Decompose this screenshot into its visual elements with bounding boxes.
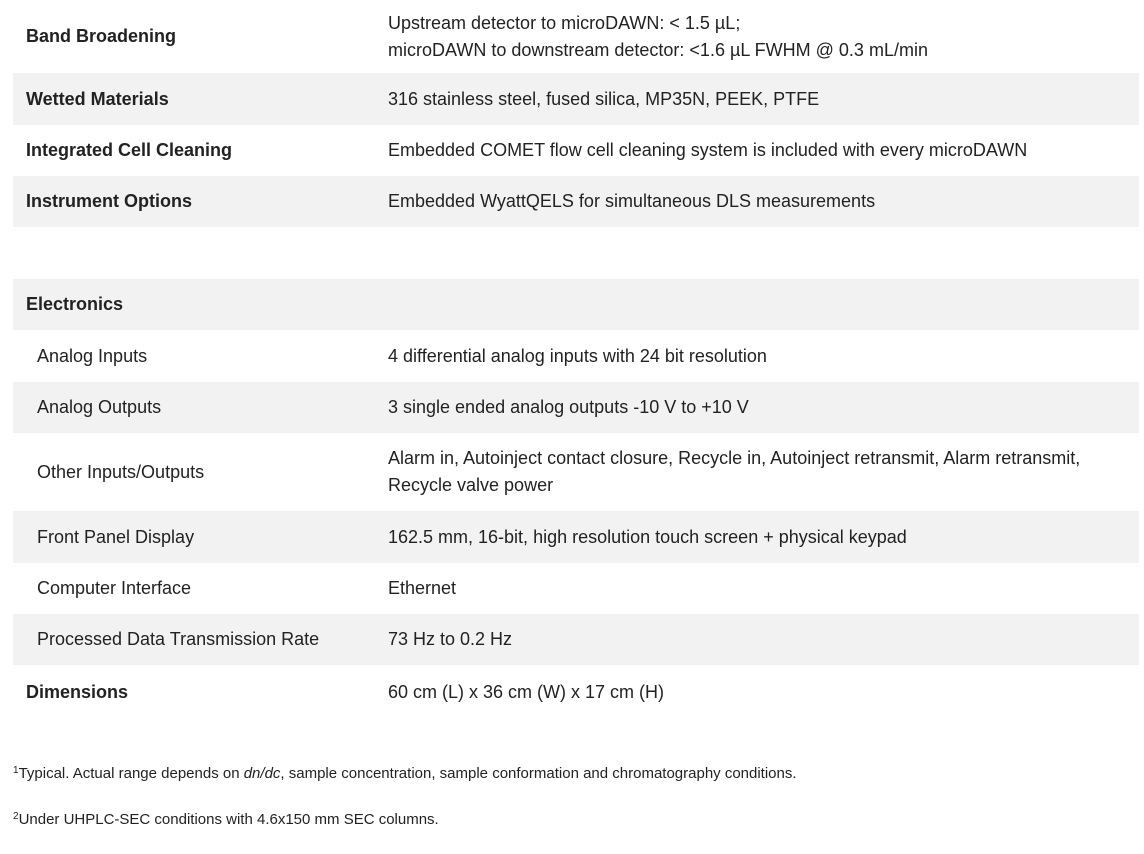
spec-value: Embedded COMET flow cell cleaning system is included with every microDAWN bbox=[388, 140, 1028, 160]
spec-row-wetted-materials bbox=[13, 73, 1139, 125]
spec-label: Wetted Materials bbox=[26, 88, 169, 109]
spec-row-front-panel-display bbox=[13, 511, 1139, 563]
spec-row-computer-interface bbox=[13, 563, 1139, 614]
spec-value: 3 single ended analog outputs -10 V to +10 V bbox=[388, 397, 749, 417]
footnote-text: , sample concentration, sample conformation and chromatography conditions. bbox=[280, 765, 797, 782]
footnote-mark: 2 bbox=[13, 811, 19, 822]
footnote-2 bbox=[13, 808, 1133, 832]
spec-value-line: Upstream detector to microDAWN: < 1.5 µL; bbox=[388, 12, 741, 33]
spec-value bbox=[388, 445, 1139, 499]
spec-value: Ethernet bbox=[388, 578, 457, 598]
spec-row-analog-outputs bbox=[13, 382, 1139, 433]
footnote-emphasis: dn/dc bbox=[243, 765, 281, 782]
spec-value: 4 differential analog inputs with 24 bit resolution bbox=[388, 345, 767, 366]
footnote-mark: 1 bbox=[13, 765, 19, 776]
spec-label: Analog Inputs bbox=[37, 345, 148, 366]
footnote-text: Typical. Actual range depends on bbox=[18, 765, 244, 782]
spec-value: 73 Hz to 0.2 Hz bbox=[388, 629, 513, 649]
spec-row-analog-inputs bbox=[13, 330, 1139, 382]
spec-value: 162.5 mm, 16-bit, high resolution touch screen + physical keypad bbox=[388, 526, 907, 547]
section-heading: Electronics bbox=[26, 294, 124, 314]
specifications-table bbox=[13, 0, 1139, 719]
spec-value-line: Alarm in, Autoinject contact closure, Recycle in, Autoinject retransmit, Alarm retransmit, bbox=[388, 448, 1081, 468]
spec-row-spacer bbox=[13, 227, 1139, 279]
spec-label: Front Panel Display bbox=[37, 526, 195, 547]
spec-value-line: microDAWN to downstream detector: <1.6 µL FWHM @ 0.3 mL/min bbox=[388, 39, 928, 60]
spec-value: Embedded WyattQELS for simultaneous DLS measurements bbox=[388, 191, 876, 211]
spec-label: Computer Interface bbox=[37, 578, 192, 598]
spec-row-band-broadening bbox=[13, 0, 1139, 73]
spec-row-dimensions bbox=[13, 665, 1139, 719]
spec-value-line: Recycle valve power bbox=[388, 475, 554, 495]
footnote-1 bbox=[13, 762, 1133, 786]
footnotes bbox=[13, 762, 1133, 854]
spec-label: Processed Data Transmission Rate bbox=[37, 629, 320, 649]
spec-label: Analog Outputs bbox=[37, 397, 162, 417]
spec-label: Integrated Cell Cleaning bbox=[26, 140, 233, 160]
spec-row-electronics-header bbox=[13, 279, 1139, 330]
spec-row-other-inputs-outputs bbox=[13, 433, 1139, 511]
spec-value bbox=[388, 10, 1139, 64]
spec-label: Instrument Options bbox=[26, 191, 192, 211]
footnote-text: Under UHPLC-SEC conditions with 4.6x150 mm SEC columns. bbox=[18, 811, 439, 828]
spec-row-processed-data-transmission-rate bbox=[13, 614, 1139, 665]
spec-value: 60 cm (L) x 36 cm (W) x 17 cm (H) bbox=[388, 681, 665, 702]
spec-row-instrument-options bbox=[13, 176, 1139, 227]
spec-label: Band Broadening bbox=[26, 26, 177, 46]
spec-row-integrated-cell-cleaning bbox=[13, 125, 1139, 176]
spec-label: Dimensions bbox=[26, 681, 129, 702]
spec-label: Other Inputs/Outputs bbox=[37, 461, 205, 482]
spec-value: 316 stainless steel, fused silica, MP35N, PEEK, PTFE bbox=[388, 88, 820, 109]
